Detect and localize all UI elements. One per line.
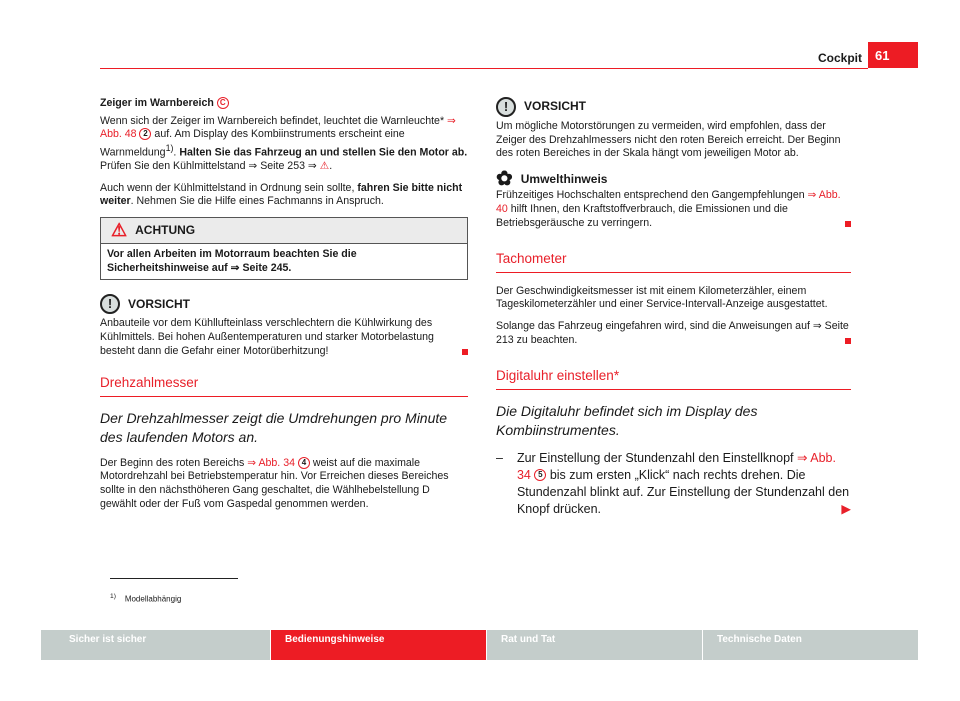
achtung-text: Vor allen Arbeiten im Motorraum beachten Sie die Sicherheitshinweise auf ⇒ Seite 245.: [107, 248, 357, 274]
footnote: $^{1)}$ Modellabhängig: [110, 593, 182, 604]
section-heading: Drehzahlmesser: [100, 376, 468, 397]
tab-sicher-ist-sicher[interactable]: Sicher ist sicher: [41, 630, 270, 660]
header-rule: [100, 68, 868, 69]
left-column: [100, 97, 468, 519]
end-marker: [845, 221, 851, 227]
end-marker: [462, 349, 468, 355]
vorsicht-text: Anbauteile vor dem Kühllufteinlass verschlechtern die Kühlwirkung des Kühlmittels. Bei hohen Außentemperaturen und starker Motorbelastung besteht dann die Gefahr einer Motorüberhitzung!: [100, 317, 468, 358]
callout-number: 2: [139, 128, 151, 140]
umwelt-text: Frühzeitiges Hochschalten entsprechend den Gangempfehlungen ⇒ Abb. 40 hilft Ihnen, den Kraftstoffverbrauch, die Emissionen und die Betriebsgeräusche zu verringern.: [496, 189, 851, 230]
callout-number: 4: [298, 457, 310, 469]
warning-triangle-icon: ⚠: [111, 219, 128, 240]
flower-environment-icon: ✿: [496, 167, 513, 190]
footnote-rule: [110, 578, 238, 579]
tab-rat-und-tat[interactable]: Rat und Tat: [487, 630, 702, 660]
callout-number: 5: [534, 469, 546, 481]
figure-link[interactable]: ⇒ Abb. 34: [247, 456, 295, 469]
warning-icon: ⚠: [319, 159, 330, 172]
page-number: 61: [868, 42, 918, 68]
instruction-step: – Zur Einstellung der Stundenzahl den Einstellknopf ⇒ Abb. 34 5 bis zum ersten „Klick“ nach rechts drehen. Die Stundenzahl blinkt auf. Zur Einstellung der Stundenzahl den Knopf drücken. ▶: [496, 450, 851, 516]
paragraph: Auch wenn der Kühlmittelstand in Ordnung sein sollte, fahren Sie bitte nicht weiter. Nehmen Sie die Hilfe eines Fachmanns in Anspruch.: [100, 181, 463, 208]
lead-text: Die Digitaluhr befindet sich im Display des Kombiinstrumentes.: [496, 402, 758, 438]
marker-c: C: [217, 97, 229, 109]
section-heading: Digitaluhr einstellen*: [496, 369, 851, 390]
caution-icon: !: [496, 97, 516, 117]
vorsicht-text: Um mögliche Motorstörungen zu vermeiden, wird empfohlen, dass der Zeiger des Drehzahlmessers nicht den roten Bereich erreicht. Der Beginn des roten Bereiches in der Skala hängt vom jeweiligen Motor ab.: [496, 120, 841, 160]
tab-technische-daten[interactable]: Technische Daten: [703, 630, 918, 660]
paragraph: Der Beginn des roten Bereichs ⇒ Abb. 34 4 weist auf die maximale Motordrehzahl bei Betriebstemperatur hin. Vor Erreichen dieses Bereiches sollte in den nächsthöheren Gang geschaltet, die Wählhebelstellung D gewählt oder der Fuß vom Gaspedal genommen werden.: [100, 456, 449, 510]
figure-link[interactable]: ⇒ Abb. 48: [100, 114, 456, 141]
running-header: Cockpit: [817, 51, 862, 65]
vorsicht-title: VORSICHT: [128, 296, 191, 311]
lead-text: Der Drehzahlmesser zeigt die Umdrehungen pro Minute des laufenden Motors an.: [100, 409, 448, 445]
section-heading: Tachometer: [496, 252, 851, 273]
figure-link[interactable]: ⇒ Abb. 40: [496, 189, 841, 215]
umwelt-title: Umwelthinweis: [520, 171, 608, 186]
right-column: [496, 97, 851, 518]
caution-icon: !: [100, 294, 120, 314]
figure-link[interactable]: ⇒ Abb. 34: [516, 450, 836, 482]
paragraph: Der Geschwindigkeitsmesser ist mit einem Kilometerzähler, einem Tageskilometerzähler und einer Service-Intervall-Anzeige ausgestattet.: [496, 284, 828, 311]
paragraph: Solange das Fahrzeug eingefahren wird, sind die Anweisungen auf ⇒ Seite 213 zu beachten.: [496, 320, 851, 347]
vorsicht-title: VORSICHT: [524, 99, 587, 114]
footnote-ref[interactable]: 1): [165, 142, 174, 153]
achtung-title: ACHTUNG: [135, 222, 196, 237]
chapter-tabs: [41, 630, 918, 660]
end-marker: [845, 338, 851, 344]
continue-arrow-icon: ▶: [841, 501, 851, 516]
achtung-box: [100, 217, 468, 281]
warn-heading: Zeiger im Warnbereich C: [100, 97, 468, 111]
warn-paragraph: Wenn sich der Zeiger im Warnbereich befindet, leuchtet die Warnleuchte* ⇒ Abb. 48 2 auf. Am Display des Kombiinstruments erscheint eine Warnmeldung$^{1)}$. Halten Sie das Fahrzeug an und stellen Sie den Motor ab. Prüfen Sie den Kühlmittelstand ⇒ Seite 253 ⇒ ⚠.: [100, 114, 468, 172]
tab-bedienungshinweise[interactable]: Bedienungshinweise: [271, 630, 486, 660]
